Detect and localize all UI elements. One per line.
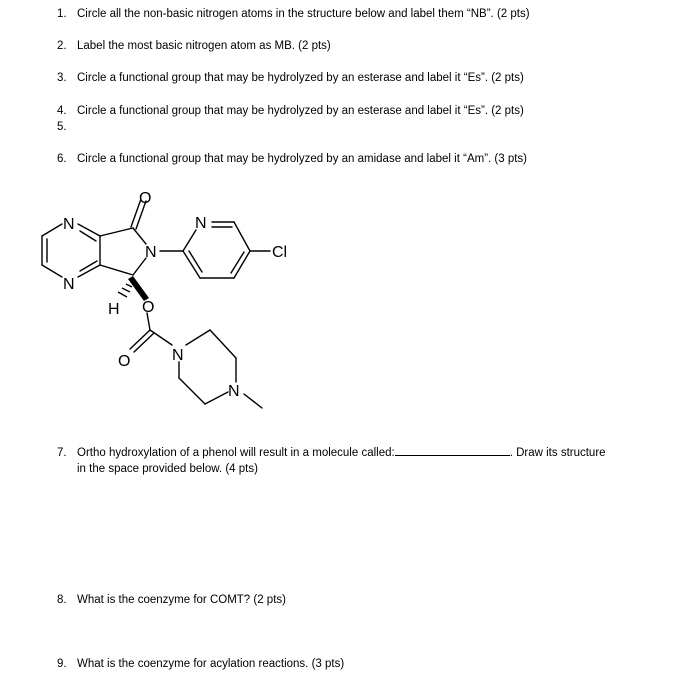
question-text: Circle a functional group that may be hydrolyzed by an esterase and label it “Es”. (2 pts) [77,105,524,117]
bond [42,265,62,277]
bond [186,330,210,345]
atom-label: N [63,216,75,233]
atom-label: N [228,383,240,400]
bond [78,224,100,236]
question-7 [57,445,606,477]
bond [234,222,250,251]
question-number: 6. [57,153,67,165]
bond [189,251,202,272]
bond [150,330,172,345]
bond [100,265,133,275]
bond [210,330,236,358]
bond [42,224,62,236]
bond [244,394,262,408]
answer-blank[interactable] [395,445,510,456]
atom-label: O [118,353,131,370]
bond [133,228,146,244]
question-text: What is the coenzyme for acylation reactions. (3 pts) [77,658,345,670]
question-number: 2. [57,40,67,52]
bond [205,392,228,404]
bond [100,228,133,236]
atom-label: O [142,299,155,316]
question-number: 8. [57,594,67,606]
question-number: 9. [57,658,67,670]
question-text: What is the coenzyme for COMT? (2 pts) [77,594,286,606]
bond [80,261,97,271]
question-number: 3. [57,72,67,84]
question-number: 7. [57,447,67,459]
wedge-bond [128,276,149,301]
atom-label: N [145,244,157,261]
question-continuation: in the space provided below. (4 pts) [77,463,258,475]
atom-label: N [172,347,184,364]
question-text: Circle a functional group that may be hydrolyzed by an amidase and label it “Am”. (3 pts) [77,153,527,165]
atom-label: N [63,276,75,293]
atom-label: O [139,190,152,207]
question-text: Label the most basic nitrogen atom as MB. (2 pts) [77,40,331,52]
question-number: 1. [57,8,67,20]
question-8 [57,592,286,608]
bond [231,252,244,273]
bond [183,230,196,251]
bond [179,378,205,404]
question-text: Circle all the non-basic nitrogen atoms in the structure below and label them “NB”. (2 pts) [77,8,530,20]
question-text-after: . Draw its structure [509,447,606,459]
question-number: 5. [57,121,67,133]
atom-label: Cl [272,244,288,261]
atom-label: H [108,301,120,318]
question-text: Circle a functional group that may be hydrolyzed by an esterase and label it “Es”. (2 pts) [77,72,524,84]
question-9 [57,656,344,672]
question-number: 4. [57,105,67,117]
question-text: Ortho hydroxylation of a phenol will result in a molecule called: [77,447,395,459]
atom-label: N [195,215,207,232]
